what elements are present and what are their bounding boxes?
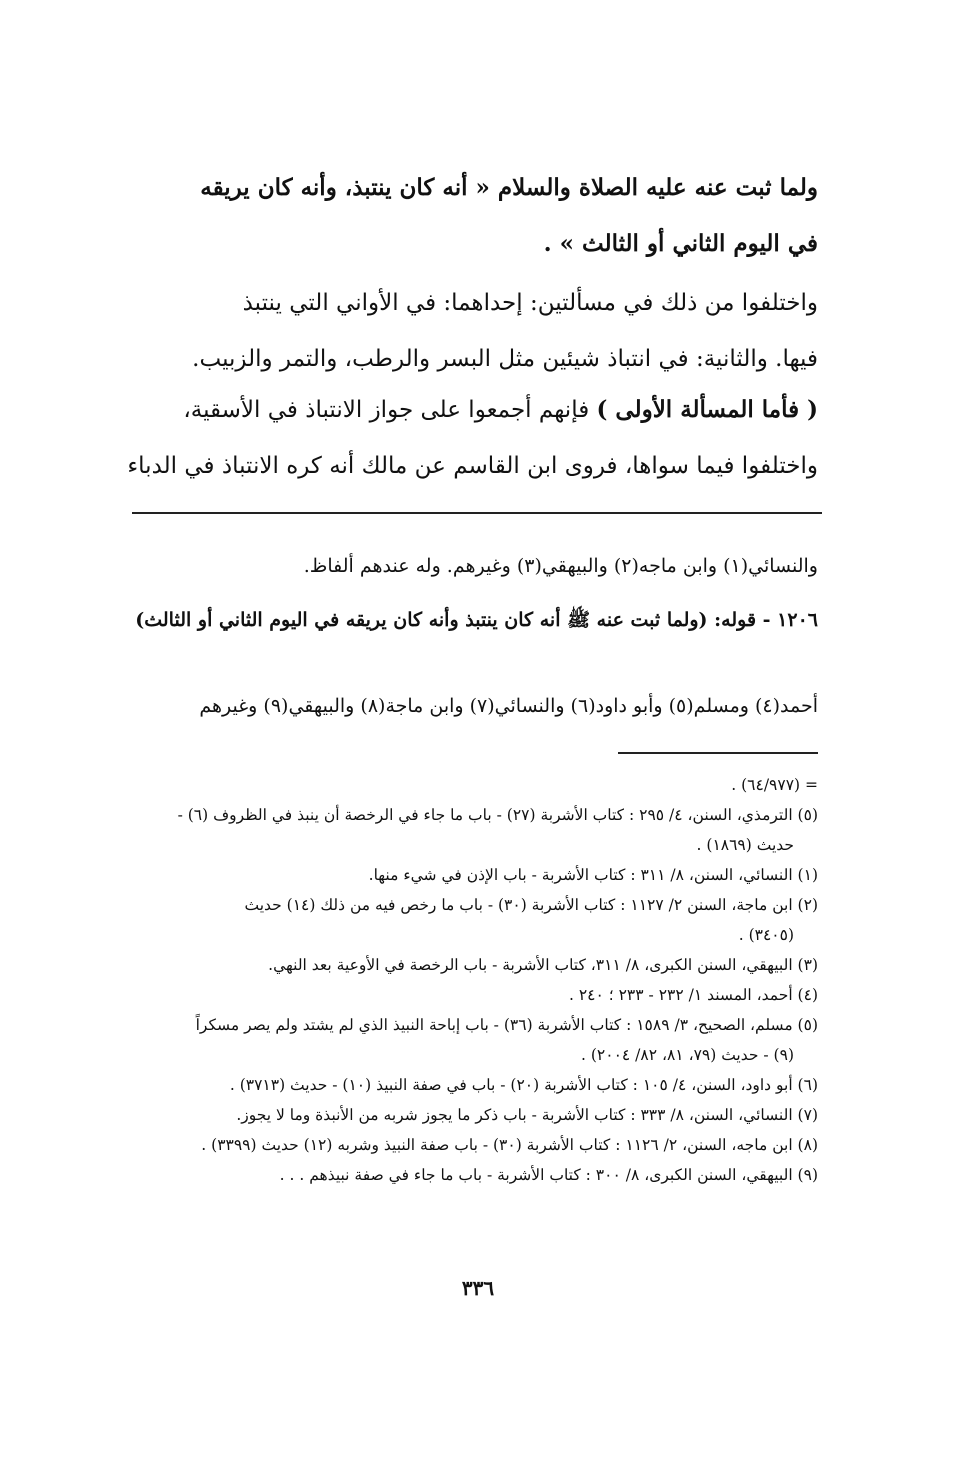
footnote-item: (٧) النسائي، السنن، ٨/ ٣٣٣ : كتاب الأشربة - باب ذكر ما يجوز شربه من الأنبذة وما لا يجوز.: [236, 1106, 818, 1124]
footnote-divider: [618, 752, 818, 754]
paragraph-2-line-1: واختلفوا من ذلك في مسألتين: إحداهما: في الأواني التي ينتبذ: [242, 290, 818, 316]
commentary-2: [98, 598, 818, 642]
footnote-item: [98, 1010, 818, 1070]
commentary-3: [98, 684, 818, 728]
paragraph-3-line-1: [98, 382, 818, 438]
paragraph-3-line-1-rest: فإنهم أجمعوا على جواز الانتباذ في الأسقية،: [183, 397, 597, 423]
paragraph-1-line-1: ولما ثبت عنه عليه الصلاة والسلام « أنه كان ينتبذ، وأنه كان يريقه: [200, 174, 818, 201]
footnote-item: [98, 800, 818, 860]
footnote-text: (٥) مسلم، الصحيح، ٣/ ١٥٨٩ : كتاب الأشربة (٣٦) - باب إباحة النبيذ الذي لم يشتد ولم يصر مسكراً: [195, 1016, 818, 1034]
commentary-line-1: والنسائي(١) وابن ماجه(٢) والبيهقي(٣) وغيرهم. وله عندهم ألفاظ.: [303, 555, 818, 577]
commentary-line-3: أحمد(٤) ومسلم(٥) وأبو داود(٦) والنسائي(٧) وابن ماجة(٨) والبيهقي(٩) وغيرهم: [199, 695, 818, 717]
main-divider: [132, 512, 822, 514]
paragraph-3-line-2: واختلفوا فيما سواها، فروى ابن القاسم عن مالك أنه كره الانتباذ في الدباء: [127, 453, 818, 479]
footnote-item: [98, 890, 818, 950]
commentary-heading: ١٢٠٦ - قوله: (ولما ثبت عنه ﷺ أنه كان ينتبذ وأنه كان يريقه في اليوم الثاني أو الثالث): [135, 609, 818, 631]
footnote-item: (٨) ابن ماجه، السنن، ٢/ ١١٢٦ : كتاب الأشربة (٣٠) - باب صفة النبيذ وشربه (١٢) حديث (٣٣٩٩) .: [201, 1136, 818, 1154]
footnote-item: (١) النسائي، السنن، ٨/ ٣١١ : كتاب الأشربة - باب الإذن في شيء منها.: [368, 866, 818, 884]
paragraph-3: [98, 382, 818, 494]
footnote-text: (٥) الترمذي، السنن، ٤/ ٢٩٥ : كتاب الأشربة (٢٧) - باب ما جاء في الرخصة أن ينبذ في الظروف (٦) -: [177, 806, 818, 824]
paragraph-1-line-2: في اليوم الثاني أو الثالث » .: [543, 230, 818, 257]
footnote-item: = (٦٤/٩٧٧) .: [731, 776, 818, 794]
commentary-1: [98, 544, 818, 588]
footnote-continuation: حديث (١٨٦٩) .: [696, 836, 794, 854]
paragraph-2: [98, 275, 818, 387]
footnote-item: (٣) البيهقي، السنن الكبرى، ٨/ ٣١١، كتاب الأشربة - باب الرخصة في الأوعية بعد النهي.: [268, 956, 818, 974]
page-number: ٣٣٦: [461, 1276, 495, 1300]
footnote-item: (٦) أبو داود، السنن، ٤/ ١٠٥ : كتاب الأشربة (٢٠) - باب في صفة النبيذ (١٠) - حديث (٣٧١٣) .: [229, 1076, 818, 1094]
section-heading: ( فأما المسألة الأولى ): [596, 396, 818, 423]
paragraph-1: [98, 160, 818, 272]
footnote-item: (٤) أحمد، المسند ١/ ٢٣٢ - ٢٣٣ ؛ ٢٤٠ .: [568, 986, 818, 1004]
footnotes: [98, 770, 818, 1190]
footnote-text: (٢) ابن ماجة، السنن ٢/ ١١٢٧ : كتاب الأشربة (٣٠) - باب ما رخص فيه من ذلك (١٤) حديث: [244, 896, 818, 914]
paragraph-2-line-2: فيها. والثانية: في انتباذ شيئين مثل البسر والرطب، والتمر والزبيب.: [192, 346, 818, 372]
footnote-continuation: (٩) - حديث (٧٩، ٨١، ٨٢/ ٢٠٠٤) .: [581, 1046, 794, 1064]
footnote-continuation: (٣٤٠٥) .: [738, 926, 794, 944]
footnote-item: (٩) البيهقي، السنن الكبرى، ٨/ ٣٠٠ : كتاب الأشربة - باب ما جاء في صفة نبيذهم . . .: [279, 1166, 818, 1184]
